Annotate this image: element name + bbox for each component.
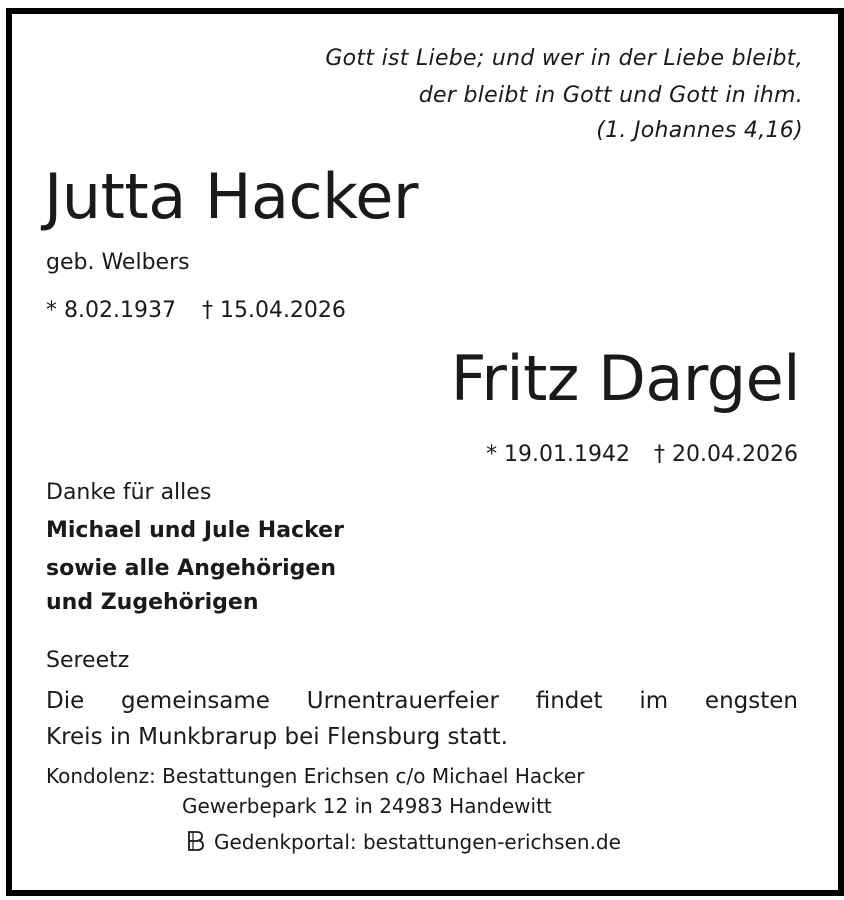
person2-name: Fritz Dargel: [450, 342, 800, 415]
condolence-portal: [186, 830, 621, 854]
verse-line-2: der bleibt in Gott und Gott in ihm.: [418, 83, 803, 108]
mourners-line-1: Michael und Jule Hacker: [46, 518, 344, 543]
person1-born: * 8.02.1937: [46, 298, 176, 323]
person1-died: † 15.04.2026: [201, 298, 346, 323]
thanks-text: Danke für alles: [46, 480, 212, 505]
mourners-line-2: sowie alle Angehörigen: [46, 556, 337, 581]
person1-name: Jutta Hacker: [44, 160, 418, 233]
ceremony-line-2: Kreis in Munkbrarup bei Flensburg statt.: [46, 724, 508, 750]
funeral-home-logo-icon: [186, 830, 208, 852]
person2-born: * 19.01.1942: [486, 442, 631, 467]
person2-dates: [486, 442, 798, 467]
condolence-line-1: Kondolenz: Bestattungen Erichsen c/o Michael Hacker: [46, 764, 585, 788]
person2-died: † 20.04.2026: [654, 442, 798, 467]
person1-dates: [46, 298, 346, 323]
ceremony-line-1: Die gemeinsame Urnentrauerfeier findet im engsten: [46, 688, 798, 714]
condolence-line-2: Gewerbepark 12 in 24983 Handewitt: [182, 794, 552, 818]
person1-maiden-name: geb. Welbers: [46, 250, 190, 275]
portal-text[interactable]: Gedenkportal: bestattungen-erichsen.de: [214, 830, 621, 854]
verse-line-1: Gott ist Liebe; und wer in der Liebe bleibt,: [325, 46, 803, 71]
mourners-line-3: und Zugehörigen: [46, 590, 259, 615]
verse-reference: (1. Johannes 4,16): [596, 118, 803, 143]
place-text: Sereetz: [46, 648, 130, 673]
